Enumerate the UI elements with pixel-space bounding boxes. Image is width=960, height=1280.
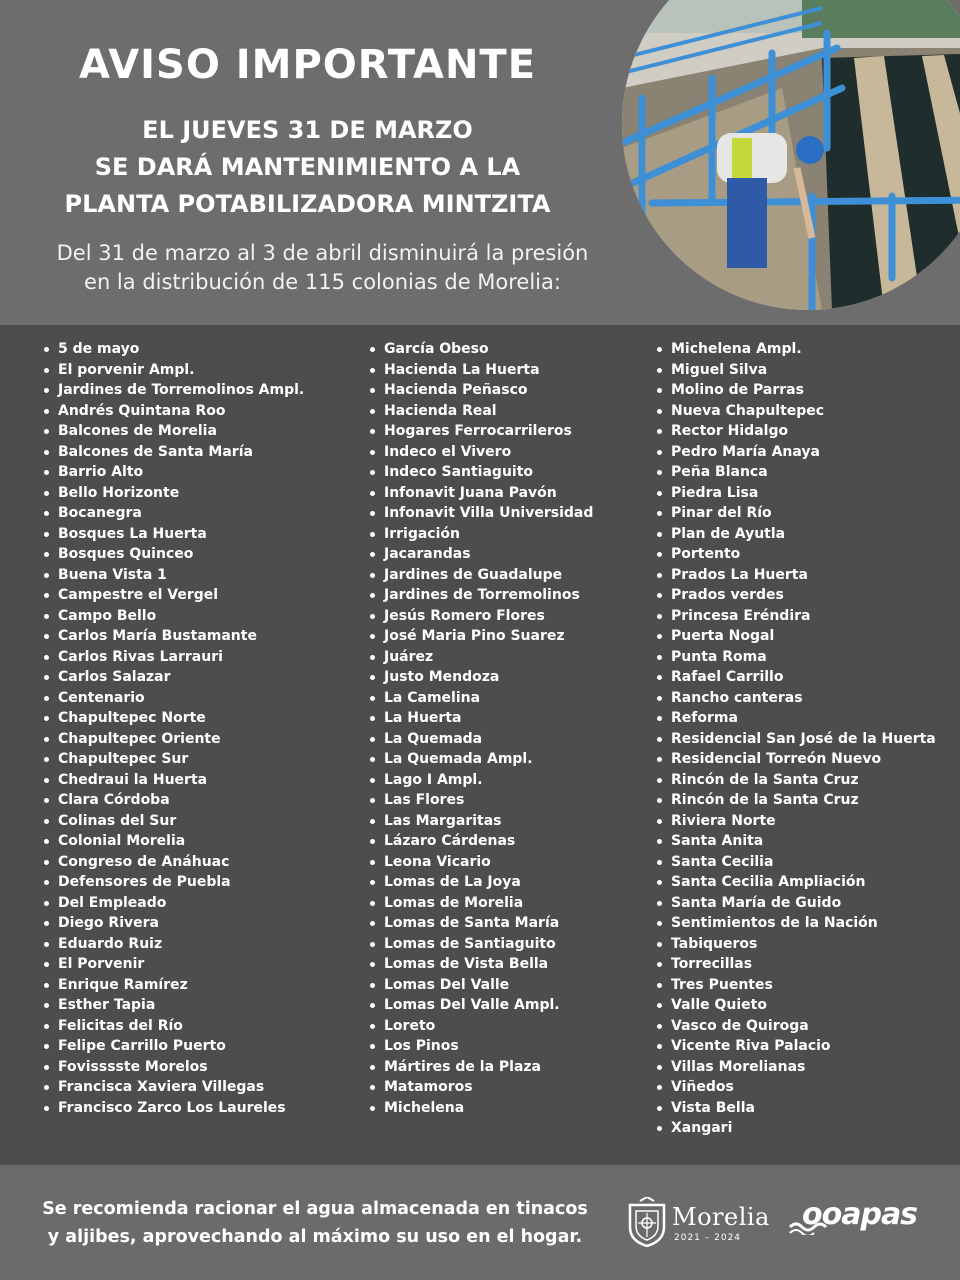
colonias-list-area [0, 325, 960, 1165]
colonia-item: Esther Tapia [42, 995, 304, 1016]
colonia-item: Vicente Riva Palacio [655, 1036, 936, 1057]
colonia-item: 5 de mayo [42, 339, 304, 360]
morelia-seal-icon [626, 1197, 668, 1247]
colonia-item: Campestre el Vergel [42, 585, 304, 606]
morelia-logo [626, 1197, 770, 1249]
colonia-item: Las Margaritas [368, 811, 593, 832]
colonia-item: Colinas del Sur [42, 811, 304, 832]
colonia-item: Residencial Torreón Nuevo [655, 749, 936, 770]
colonia-item: Tres Puentes [655, 975, 936, 996]
colonia-item: Indeco Santiaguito [368, 462, 593, 483]
colonia-item: Fovisssste Morelos [42, 1057, 304, 1078]
colonia-item: Eduardo Ruiz [42, 934, 304, 955]
colonia-item: Rincón de la Santa Cruz [655, 790, 936, 811]
colonia-item: Clara Córdoba [42, 790, 304, 811]
colonia-item: Santa Cecilia Ampliación [655, 872, 936, 893]
colonia-item: Hacienda Real [368, 401, 593, 422]
ooapas-logo-name: ooapas [802, 1197, 918, 1232]
colonia-item: Matamoros [368, 1077, 593, 1098]
colonia-item: Valle Quieto [655, 995, 936, 1016]
intro-line: Del 31 de marzo al 3 de abril disminuirá la presión [56, 241, 589, 265]
colonia-item: Balcones de Santa María [42, 442, 304, 463]
colonia-item: Del Empleado [42, 893, 304, 914]
colonia-item: Rancho canteras [655, 688, 936, 709]
colonia-item: Viñedos [655, 1077, 936, 1098]
colonia-item: Buena Vista 1 [42, 565, 304, 586]
colonia-item: La Quemada [368, 729, 593, 750]
subtitle-line: PLANTA POTABILIZADORA MINTZITA [64, 190, 551, 218]
footer [0, 1165, 960, 1280]
colonia-item: La Camelina [368, 688, 593, 709]
colonia-item: Loreto [368, 1016, 593, 1037]
colonia-item: La Huerta [368, 708, 593, 729]
colonia-item: Puerta Nogal [655, 626, 936, 647]
colonia-item: Andrés Quintana Roo [42, 401, 304, 422]
colonia-item: El porvenir Ampl. [42, 360, 304, 381]
colonia-item: Lomas de Morelia [368, 893, 593, 914]
colonia-item: Balcones de Morelia [42, 421, 304, 442]
colonia-item: Francisca Xaviera Villegas [42, 1077, 304, 1098]
colonia-item: Chapultepec Sur [42, 749, 304, 770]
colonia-item: Congreso de Anáhuac [42, 852, 304, 873]
recommendation-line: Se recomienda racionar el agua almacenada en tinacos [42, 1199, 588, 1219]
colonia-item: Hacienda Peñasco [368, 380, 593, 401]
colonia-item: Rafael Carrillo [655, 667, 936, 688]
colonia-item: Nueva Chapultepec [655, 401, 936, 422]
colonia-item: Chapultepec Norte [42, 708, 304, 729]
colonia-item: Lázaro Cárdenas [368, 831, 593, 852]
recommendation-text [30, 1195, 600, 1251]
colonia-item: Rincón de la Santa Cruz [655, 770, 936, 791]
colonias-column-1 [42, 339, 304, 1118]
colonia-item: Lago I Ampl. [368, 770, 593, 791]
colonia-item: Santa Anita [655, 831, 936, 852]
colonia-item: Juárez [368, 647, 593, 668]
colonia-item: Prados La Huerta [655, 565, 936, 586]
colonia-item: Vista Bella [655, 1098, 936, 1119]
colonia-item: Bello Horizonte [42, 483, 304, 504]
colonia-item: Carlos María Bustamante [42, 626, 304, 647]
colonia-item: Leona Vicario [368, 852, 593, 873]
colonia-item: Prados verdes [655, 585, 936, 606]
colonia-item: Jardines de Torremolinos Ampl. [42, 380, 304, 401]
morelia-logo-name: Morelia [672, 1203, 770, 1231]
colonia-item: El Porvenir [42, 954, 304, 975]
colonia-item: Justo Mendoza [368, 667, 593, 688]
colonia-item: Santa María de Guido [655, 893, 936, 914]
colonia-item: Piedra Lisa [655, 483, 936, 504]
colonia-item: Barrio Alto [42, 462, 304, 483]
subtitle-line: SE DARÁ MANTENIMIENTO A LA [94, 153, 521, 181]
colonia-item: Campo Bello [42, 606, 304, 627]
colonia-item: Peña Blanca [655, 462, 936, 483]
colonia-item: Lomas de Santiaguito [368, 934, 593, 955]
colonia-item: Las Flores [368, 790, 593, 811]
water-plant-photo [622, 0, 960, 310]
colonia-item: Infonavit Villa Universidad [368, 503, 593, 524]
intro-line: en la distribución de 115 colonias de Morelia: [84, 270, 561, 294]
header [0, 0, 960, 325]
colonia-item: Mártires de la Plaza [368, 1057, 593, 1078]
colonia-item: Los Pinos [368, 1036, 593, 1057]
colonia-item: Jacarandas [368, 544, 593, 565]
colonia-item: Hogares Ferrocarrileros [368, 421, 593, 442]
colonia-item: Francisco Zarco Los Laureles [42, 1098, 304, 1119]
colonia-item: Enrique Ramírez [42, 975, 304, 996]
colonia-item: Bosques La Huerta [42, 524, 304, 545]
colonia-item: Lomas de Santa María [368, 913, 593, 934]
colonia-item: Colonial Morelia [42, 831, 304, 852]
colonia-item: Punta Roma [655, 647, 936, 668]
colonia-item: Carlos Rivas Larrauri [42, 647, 304, 668]
colonia-item: Portento [655, 544, 936, 565]
morelia-logo-years: 2021 – 2024 [674, 1233, 742, 1243]
colonia-item: Jesús Romero Flores [368, 606, 593, 627]
colonia-item: Felipe Carrillo Puerto [42, 1036, 304, 1057]
colonia-item: Felicitas del Río [42, 1016, 304, 1037]
colonia-item: Defensores de Puebla [42, 872, 304, 893]
colonia-item: José Maria Pino Suarez [368, 626, 593, 647]
colonia-item: Riviera Norte [655, 811, 936, 832]
colonia-item: Vasco de Quiroga [655, 1016, 936, 1037]
page-title: AVISO IMPORTANTE [78, 42, 537, 88]
colonia-item: Residencial San José de la Huerta [655, 729, 936, 750]
colonia-item: Irrigación [368, 524, 593, 545]
colonia-item: Torrecillas [655, 954, 936, 975]
colonia-item: Princesa Eréndira [655, 606, 936, 627]
colonia-item: Lomas Del Valle [368, 975, 593, 996]
colonia-item: García Obeso [368, 339, 593, 360]
colonia-item: Chapultepec Oriente [42, 729, 304, 750]
colonia-item: La Quemada Ampl. [368, 749, 593, 770]
announcement-subtitle [0, 112, 615, 223]
recommendation-line: y aljibes, aprovechando al máximo su uso en el hogar. [47, 1227, 583, 1247]
colonia-item: Villas Morelianas [655, 1057, 936, 1078]
colonia-item: Michelena Ampl. [655, 339, 936, 360]
colonia-item: Michelena [368, 1098, 593, 1119]
colonia-item: Plan de Ayutla [655, 524, 936, 545]
colonia-item: Tabiqueros [655, 934, 936, 955]
colonia-item: Santa Cecilia [655, 852, 936, 873]
ooapas-logo [788, 1197, 923, 1241]
colonias-column-2 [368, 339, 593, 1118]
colonia-item: Xangari [655, 1118, 936, 1139]
colonias-column-3 [655, 339, 936, 1139]
colonia-item: Rector Hidalgo [655, 421, 936, 442]
colonia-item: Jardines de Torremolinos [368, 585, 593, 606]
colonia-item: Indeco el Vivero [368, 442, 593, 463]
colonia-item: Carlos Salazar [42, 667, 304, 688]
colonia-item: Molino de Parras [655, 380, 936, 401]
colonia-item: Lomas Del Valle Ampl. [368, 995, 593, 1016]
colonia-item: Bosques Quinceo [42, 544, 304, 565]
subtitle-line: EL JUEVES 31 DE MARZO [142, 116, 473, 144]
colonia-item: Pinar del Río [655, 503, 936, 524]
colonia-item: Chedraui la Huerta [42, 770, 304, 791]
colonia-item: Diego Rivera [42, 913, 304, 934]
colonia-item: Pedro María Anaya [655, 442, 936, 463]
colonia-item: Lomas de Vista Bella [368, 954, 593, 975]
colonia-item: Lomas de La Joya [368, 872, 593, 893]
colonia-item: Bocanegra [42, 503, 304, 524]
intro-text [0, 239, 645, 297]
colonia-item: Sentimientos de la Nación [655, 913, 936, 934]
colonia-item: Miguel Silva [655, 360, 936, 381]
colonia-item: Jardines de Guadalupe [368, 565, 593, 586]
colonia-item: Centenario [42, 688, 304, 709]
colonia-item: Reforma [655, 708, 936, 729]
colonia-item: Hacienda La Huerta [368, 360, 593, 381]
colonia-item: Infonavit Juana Pavón [368, 483, 593, 504]
